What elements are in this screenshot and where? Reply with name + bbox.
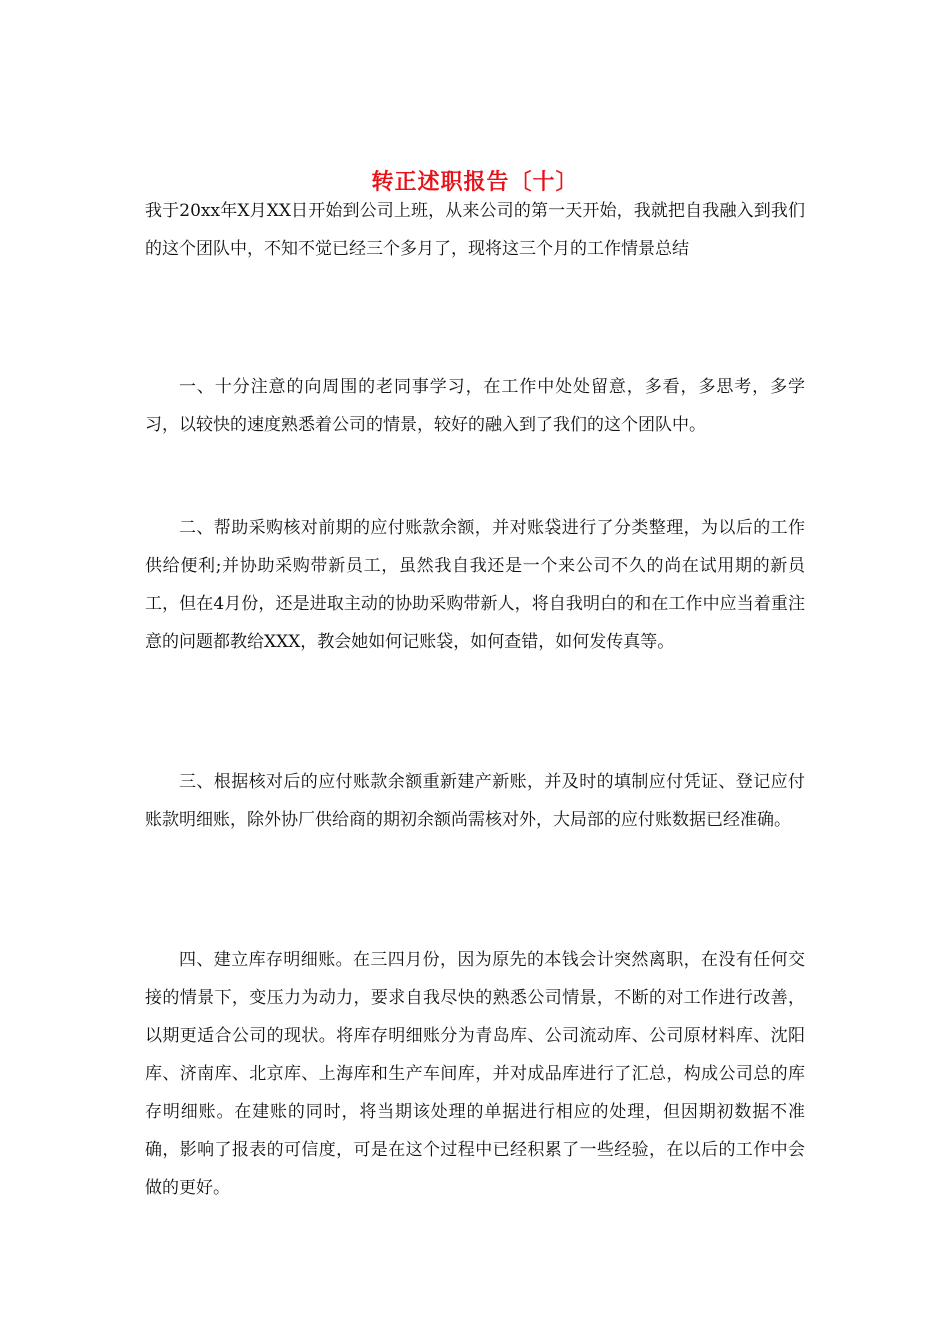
section-two-paragraph: 二、帮助采购核对前期的应付账款余额，并对账袋进行了分类整理，为以后的工作供给便利;并协助采购带新员工，虽然我自我还是一个来公司不久的尚在试用期的新员工，但在4月份，还是进取主动的协助采购带新人，将自我明白的和在工作中应当着重注意的问题都教给XXX，教会她如何记账袋，如何查错，如何发传真等。 <box>145 518 805 652</box>
section-four-paragraph: 四、建立库存明细账。在三四月份，因为原先的本钱会计突然离职，在没有任何交接的情景下，变压力为动力，要求自我尽快的熟悉公司情景，不断的对工作进行改善，以期更适合公司的现状。将库存明细账分为青岛库、公司流动库、公司原材料库、沈阳库、济南库、北京库、上海库和生产车间库，并对成品库进行了汇总，构成公司总的库存明细账。在建账的同时，将当期该处理的单据进行相应的处理，但因期初数据不准确，影响了报表的可信度，可是在这个过程中已经积累了一些经验，在以后的工作中会做的更好。 <box>145 950 805 1198</box>
section-three-paragraph: 三、根据核对后的应付账款余额重新建产新账，并及时的填制应付凭证、登记应付账款明细账，除外协厂供给商的期初余额尚需核对外，大局部的应付账数据已经准确。 <box>145 772 805 830</box>
section-one-paragraph: 一、十分注意的向周围的老同事学习，在工作中处处留意，多看，多思考，多学习，以较快的速度熟悉着公司的情景，较好的融入到了我们的这个团队中。 <box>145 377 805 435</box>
intro-paragraph: 我于20xx年X月XX日开始到公司上班，从来公司的第一天开始，我就把自我融入到我们的这个团队中，不知不觉已经三个多月了，现将这三个月的工作情景总结 <box>145 201 805 259</box>
document-title: 转正述职报告〔十〕 <box>371 168 579 195</box>
